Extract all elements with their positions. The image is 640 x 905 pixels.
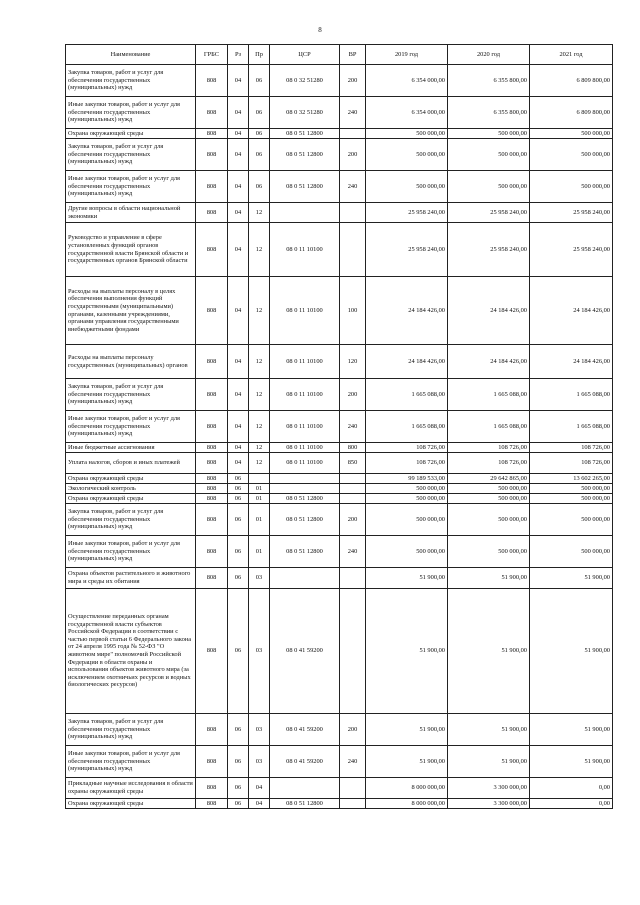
cell-rz: 04	[228, 345, 249, 379]
cell-name: Иные закупки товаров, работ и услуг для обеспечения государственных (муниципальных) нужд	[66, 411, 196, 443]
cell-csr: 08 0 51 12800	[270, 536, 340, 568]
cell-rz: 06	[228, 474, 249, 484]
cell-rz: 06	[228, 494, 249, 504]
cell-rz: 04	[228, 171, 249, 203]
cell-name: Иные бюджетные ассигнования	[66, 443, 196, 453]
cell-name: Закупка товаров, работ и услуг для обеспечения государственных (муниципальных) нужд	[66, 379, 196, 411]
cell-name: Другие вопросы в области национальной экономики	[66, 203, 196, 223]
cell-rz: 04	[228, 139, 249, 171]
cell-name: Иные закупки товаров, работ и услуг для обеспечения государственных (муниципальных) нужд	[66, 171, 196, 203]
cell-rz: 06	[228, 504, 249, 536]
cell-rz: 04	[228, 65, 249, 97]
cell-pr: 01	[249, 494, 270, 504]
cell-name: Иные закупки товаров, работ и услуг для обеспечения государственных (муниципальных) нужд	[66, 536, 196, 568]
cell-y2021: 108 726,00	[530, 443, 613, 453]
cell-pr: 12	[249, 411, 270, 443]
cell-y2021: 25 958 240,00	[530, 203, 613, 223]
cell-y2020: 500 000,00	[448, 139, 530, 171]
cell-y2021: 51 900,00	[530, 746, 613, 778]
cell-pr: 12	[249, 379, 270, 411]
cell-pr: 03	[249, 714, 270, 746]
cell-y2020: 25 958 240,00	[448, 223, 530, 277]
cell-pr: 04	[249, 799, 270, 809]
cell-name: Охрана окружающей среды	[66, 129, 196, 139]
cell-rz: 06	[228, 568, 249, 589]
cell-rz: 04	[228, 129, 249, 139]
cell-y2021: 24 184 426,00	[530, 277, 613, 345]
cell-y2021: 1 665 088,00	[530, 379, 613, 411]
cell-y2021: 13 602 265,00	[530, 474, 613, 484]
cell-csr: 08 0 11 10100	[270, 411, 340, 443]
table-row	[66, 714, 613, 746]
table-row	[66, 494, 613, 504]
cell-pr: 12	[249, 223, 270, 277]
cell-name: Иные закупки товаров, работ и услуг для обеспечения государственных (муниципальных) нужд	[66, 746, 196, 778]
table-row	[66, 443, 613, 453]
cell-grbs: 808	[196, 536, 228, 568]
page-number: 8	[318, 26, 322, 34]
cell-csr: 08 0 51 12800	[270, 494, 340, 504]
cell-csr: 08 0 32 51280	[270, 65, 340, 97]
cell-y2021: 51 900,00	[530, 714, 613, 746]
cell-vr	[340, 494, 366, 504]
cell-y2020: 6 355 800,00	[448, 97, 530, 129]
header-2021: 2021 год	[530, 45, 613, 65]
cell-y2019: 108 726,00	[366, 453, 448, 474]
cell-name: Закупка товаров, работ и услуг для обеспечения государственных (муниципальных) нужд	[66, 714, 196, 746]
cell-y2019: 8 000 000,00	[366, 778, 448, 799]
cell-grbs: 808	[196, 504, 228, 536]
table-row	[66, 65, 613, 97]
header-2019: 2019 год	[366, 45, 448, 65]
cell-grbs: 808	[196, 799, 228, 809]
cell-grbs: 808	[196, 65, 228, 97]
cell-y2019: 51 900,00	[366, 568, 448, 589]
cell-y2020: 500 000,00	[448, 494, 530, 504]
cell-csr: 08 0 41 59200	[270, 589, 340, 714]
cell-csr: 08 0 11 10100	[270, 379, 340, 411]
cell-y2019: 500 000,00	[366, 129, 448, 139]
cell-vr: 200	[340, 139, 366, 171]
cell-y2020: 500 000,00	[448, 484, 530, 494]
cell-vr: 240	[340, 171, 366, 203]
cell-pr: 06	[249, 65, 270, 97]
cell-rz: 06	[228, 484, 249, 494]
table-row	[66, 223, 613, 277]
cell-grbs: 808	[196, 494, 228, 504]
header-vr: ВР	[340, 45, 366, 65]
cell-rz: 04	[228, 453, 249, 474]
cell-csr	[270, 203, 340, 223]
cell-pr: 01	[249, 536, 270, 568]
cell-csr: 08 0 41 59200	[270, 746, 340, 778]
cell-y2019: 24 184 426,00	[366, 345, 448, 379]
cell-y2020: 1 665 088,00	[448, 379, 530, 411]
cell-vr: 200	[340, 65, 366, 97]
cell-pr: 12	[249, 443, 270, 453]
cell-rz: 06	[228, 589, 249, 714]
table-row	[66, 746, 613, 778]
cell-y2020: 51 900,00	[448, 568, 530, 589]
cell-vr: 200	[340, 714, 366, 746]
table-row	[66, 97, 613, 129]
cell-y2021: 500 000,00	[530, 484, 613, 494]
cell-y2020: 25 958 240,00	[448, 203, 530, 223]
cell-grbs: 808	[196, 453, 228, 474]
cell-name: Прикладные научные исследования в области охраны окружающей среды	[66, 778, 196, 799]
cell-y2021: 500 000,00	[530, 536, 613, 568]
header-row	[66, 45, 613, 65]
cell-y2021: 24 184 426,00	[530, 345, 613, 379]
table-row	[66, 536, 613, 568]
cell-csr: 08 0 11 10100	[270, 453, 340, 474]
cell-pr: 12	[249, 203, 270, 223]
cell-rz: 06	[228, 799, 249, 809]
cell-name: Расходы на выплаты персоналу в целях обеспечения выполнения функций государственными (муниципальными) органами, казенными учреждениями, органами управления государственными внебюджетными фондами	[66, 277, 196, 345]
cell-csr: 08 0 11 10100	[270, 223, 340, 277]
cell-csr	[270, 568, 340, 589]
cell-csr: 08 0 41 59200	[270, 714, 340, 746]
cell-grbs: 808	[196, 97, 228, 129]
cell-y2021: 500 000,00	[530, 504, 613, 536]
cell-y2021: 500 000,00	[530, 171, 613, 203]
cell-grbs: 808	[196, 484, 228, 494]
cell-grbs: 808	[196, 223, 228, 277]
cell-y2019: 8 000 000,00	[366, 799, 448, 809]
cell-csr	[270, 474, 340, 484]
cell-y2019: 25 958 240,00	[366, 223, 448, 277]
cell-vr	[340, 589, 366, 714]
cell-y2019: 1 665 088,00	[366, 411, 448, 443]
header-rz: Рз	[228, 45, 249, 65]
cell-y2020: 51 900,00	[448, 714, 530, 746]
table-row	[66, 277, 613, 345]
cell-grbs: 808	[196, 379, 228, 411]
header-grbs: ГРБС	[196, 45, 228, 65]
cell-pr: 12	[249, 277, 270, 345]
cell-grbs: 808	[196, 139, 228, 171]
cell-rz: 06	[228, 536, 249, 568]
cell-rz: 04	[228, 223, 249, 277]
cell-y2021: 500 000,00	[530, 129, 613, 139]
cell-y2019: 500 000,00	[366, 494, 448, 504]
cell-grbs: 808	[196, 345, 228, 379]
cell-csr: 08 0 32 51280	[270, 97, 340, 129]
cell-pr: 03	[249, 568, 270, 589]
cell-y2020: 108 726,00	[448, 453, 530, 474]
cell-pr: 06	[249, 129, 270, 139]
header-pr: Пр	[249, 45, 270, 65]
cell-grbs: 808	[196, 171, 228, 203]
cell-vr	[340, 778, 366, 799]
cell-y2019: 500 000,00	[366, 484, 448, 494]
cell-pr: 06	[249, 171, 270, 203]
cell-name: Охрана окружающей среды	[66, 474, 196, 484]
cell-name: Охрана окружающей среды	[66, 494, 196, 504]
header-csr: ЦСР	[270, 45, 340, 65]
cell-pr: 06	[249, 139, 270, 171]
cell-grbs: 808	[196, 411, 228, 443]
cell-y2020: 500 000,00	[448, 504, 530, 536]
cell-y2020: 29 642 865,00	[448, 474, 530, 484]
cell-grbs: 808	[196, 589, 228, 714]
cell-grbs: 808	[196, 746, 228, 778]
cell-vr	[340, 203, 366, 223]
cell-vr: 850	[340, 453, 366, 474]
cell-y2019: 25 958 240,00	[366, 203, 448, 223]
cell-rz: 04	[228, 379, 249, 411]
cell-pr: 04	[249, 778, 270, 799]
cell-pr: 12	[249, 453, 270, 474]
cell-name: Уплата налогов, сборов и иных платежей	[66, 453, 196, 474]
table-row	[66, 139, 613, 171]
cell-y2021: 500 000,00	[530, 494, 613, 504]
cell-y2020: 24 184 426,00	[448, 277, 530, 345]
cell-y2019: 24 184 426,00	[366, 277, 448, 345]
cell-vr: 200	[340, 504, 366, 536]
cell-vr	[340, 484, 366, 494]
cell-rz: 04	[228, 443, 249, 453]
cell-pr: 01	[249, 484, 270, 494]
cell-grbs: 808	[196, 778, 228, 799]
cell-pr: 01	[249, 504, 270, 536]
cell-y2019: 99 189 533,00	[366, 474, 448, 484]
cell-y2019: 1 665 088,00	[366, 379, 448, 411]
cell-rz: 04	[228, 97, 249, 129]
cell-name: Иные закупки товаров, работ и услуг для обеспечения государственных (муниципальных) нужд	[66, 97, 196, 129]
cell-grbs: 808	[196, 714, 228, 746]
cell-y2020: 51 900,00	[448, 746, 530, 778]
cell-y2019: 500 000,00	[366, 171, 448, 203]
cell-y2020: 108 726,00	[448, 443, 530, 453]
cell-rz: 06	[228, 746, 249, 778]
cell-y2019: 6 354 000,00	[366, 97, 448, 129]
cell-y2019: 500 000,00	[366, 504, 448, 536]
cell-y2020: 1 665 088,00	[448, 411, 530, 443]
cell-y2021: 51 900,00	[530, 568, 613, 589]
header-2020: 2020 год	[448, 45, 530, 65]
cell-csr: 08 0 51 12800	[270, 139, 340, 171]
table-row	[66, 203, 613, 223]
cell-grbs: 808	[196, 443, 228, 453]
cell-rz: 04	[228, 411, 249, 443]
cell-vr	[340, 129, 366, 139]
cell-y2021: 1 665 088,00	[530, 411, 613, 443]
cell-y2019: 6 354 000,00	[366, 65, 448, 97]
cell-rz: 06	[228, 714, 249, 746]
cell-pr: 03	[249, 746, 270, 778]
cell-csr: 08 0 51 12800	[270, 799, 340, 809]
cell-vr: 100	[340, 277, 366, 345]
cell-vr: 240	[340, 97, 366, 129]
cell-rz: 04	[228, 203, 249, 223]
cell-vr: 200	[340, 379, 366, 411]
cell-pr: 03	[249, 589, 270, 714]
cell-vr: 240	[340, 411, 366, 443]
cell-y2020: 500 000,00	[448, 129, 530, 139]
cell-y2019: 108 726,00	[366, 443, 448, 453]
cell-name: Охрана окружающей среды	[66, 799, 196, 809]
table-row	[66, 474, 613, 484]
cell-y2020: 500 000,00	[448, 171, 530, 203]
cell-vr: 120	[340, 345, 366, 379]
table-row	[66, 129, 613, 139]
cell-rz: 06	[228, 778, 249, 799]
cell-y2020: 3 300 000,00	[448, 778, 530, 799]
cell-y2019: 500 000,00	[366, 139, 448, 171]
cell-name: Охрана объектов растительного и животного мира и среды их обитания	[66, 568, 196, 589]
cell-y2019: 51 900,00	[366, 589, 448, 714]
cell-y2021: 6 809 800,00	[530, 97, 613, 129]
cell-name: Расходы на выплаты персоналу государственных (муниципальных) органов	[66, 345, 196, 379]
cell-y2021: 25 958 240,00	[530, 223, 613, 277]
cell-csr	[270, 778, 340, 799]
cell-pr: 06	[249, 97, 270, 129]
cell-pr: 12	[249, 345, 270, 379]
cell-csr: 08 0 51 12800	[270, 504, 340, 536]
cell-name: Закупка товаров, работ и услуг для обеспечения государственных (муниципальных) нужд	[66, 504, 196, 536]
cell-vr: 240	[340, 746, 366, 778]
table-row	[66, 411, 613, 443]
cell-rz: 04	[228, 277, 249, 345]
cell-csr: 08 0 11 10100	[270, 345, 340, 379]
cell-name: Закупка товаров, работ и услуг для обеспечения государственных (муниципальных) нужд	[66, 65, 196, 97]
cell-vr	[340, 568, 366, 589]
table-row	[66, 484, 613, 494]
cell-y2019: 51 900,00	[366, 746, 448, 778]
cell-y2019: 500 000,00	[366, 536, 448, 568]
table-row	[66, 799, 613, 809]
table-row	[66, 589, 613, 714]
header-name: Наименование	[66, 45, 196, 65]
cell-name: Закупка товаров, работ и услуг для обеспечения государственных (муниципальных) нужд	[66, 139, 196, 171]
cell-grbs: 808	[196, 568, 228, 589]
cell-y2020: 24 184 426,00	[448, 345, 530, 379]
table-row	[66, 453, 613, 474]
cell-vr: 800	[340, 443, 366, 453]
cell-grbs: 808	[196, 277, 228, 345]
cell-vr	[340, 223, 366, 277]
cell-vr: 240	[340, 536, 366, 568]
cell-name: Экологический контроль	[66, 484, 196, 494]
cell-csr: 08 0 51 12800	[270, 171, 340, 203]
cell-y2020: 3 300 000,00	[448, 799, 530, 809]
cell-y2021: 6 809 800,00	[530, 65, 613, 97]
cell-y2021: 51 900,00	[530, 589, 613, 714]
cell-csr	[270, 484, 340, 494]
table-row	[66, 171, 613, 203]
table-row	[66, 778, 613, 799]
cell-vr	[340, 474, 366, 484]
cell-y2021: 0,00	[530, 778, 613, 799]
cell-csr: 08 0 51 12800	[270, 129, 340, 139]
cell-y2021: 0,00	[530, 799, 613, 809]
cell-csr: 08 0 11 10100	[270, 443, 340, 453]
cell-vr	[340, 799, 366, 809]
budget-table	[65, 44, 613, 809]
cell-pr	[249, 474, 270, 484]
cell-y2020: 6 355 800,00	[448, 65, 530, 97]
cell-name: Осуществление переданных органам государственной власти субъектов Российской Федерации в соответствии с частью первой статьи 6 Федерального закона от 24 апреля 1995 года № 52-ФЗ "О животном мире" полномочий Российской Федерации в области охраны и использования объектов животного мира (за исключением охотничьих ресурсов и водных биологических ресурсов)	[66, 589, 196, 714]
cell-y2020: 500 000,00	[448, 536, 530, 568]
cell-grbs: 808	[196, 474, 228, 484]
cell-grbs: 808	[196, 203, 228, 223]
table-row	[66, 504, 613, 536]
table-row	[66, 345, 613, 379]
table-row	[66, 379, 613, 411]
cell-name: Руководство и управление в сфере установленных функций органов государственной власти Брянской области и государственных органов Брянской области	[66, 223, 196, 277]
cell-y2020: 51 900,00	[448, 589, 530, 714]
cell-y2021: 500 000,00	[530, 139, 613, 171]
cell-y2019: 51 900,00	[366, 714, 448, 746]
cell-y2021: 108 726,00	[530, 453, 613, 474]
cell-grbs: 808	[196, 129, 228, 139]
table-row	[66, 568, 613, 589]
cell-csr: 08 0 11 10100	[270, 277, 340, 345]
